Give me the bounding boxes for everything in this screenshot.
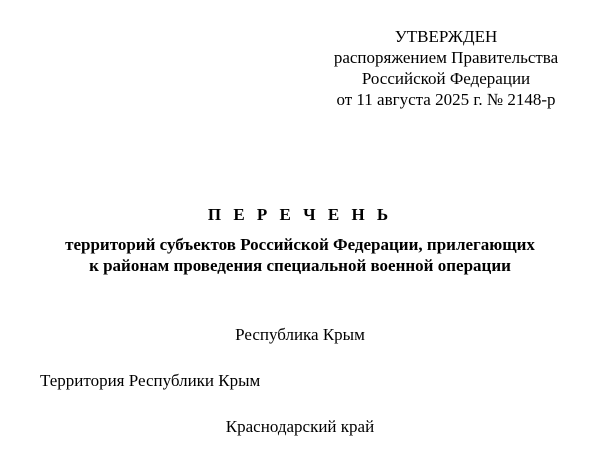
document-title: П Е Р Е Ч Е Н Ь xyxy=(207,205,393,224)
approval-line-1: распоряжением Правительства xyxy=(333,48,559,67)
document-subtitle-line-2: к районам проведения специальной военной операции xyxy=(89,256,511,275)
region-item-crimea-territory: Территория Республики Крым xyxy=(40,371,261,390)
approval-line-2: Российской Федерации xyxy=(361,69,531,88)
document-subtitle xyxy=(0,234,600,276)
approval-stamp xyxy=(330,26,562,110)
region-heading-crimea: Республика Крым xyxy=(235,325,365,344)
approval-status: УТВЕРЖДЕН xyxy=(394,27,498,46)
approval-line-3: от 11 августа 2025 г. № 2148-р xyxy=(336,90,556,109)
region-heading-krasnodar: Краснодарский край xyxy=(225,417,375,436)
document-subtitle-line-1: территорий субъектов Российской Федерации, прилегающих xyxy=(65,235,535,254)
